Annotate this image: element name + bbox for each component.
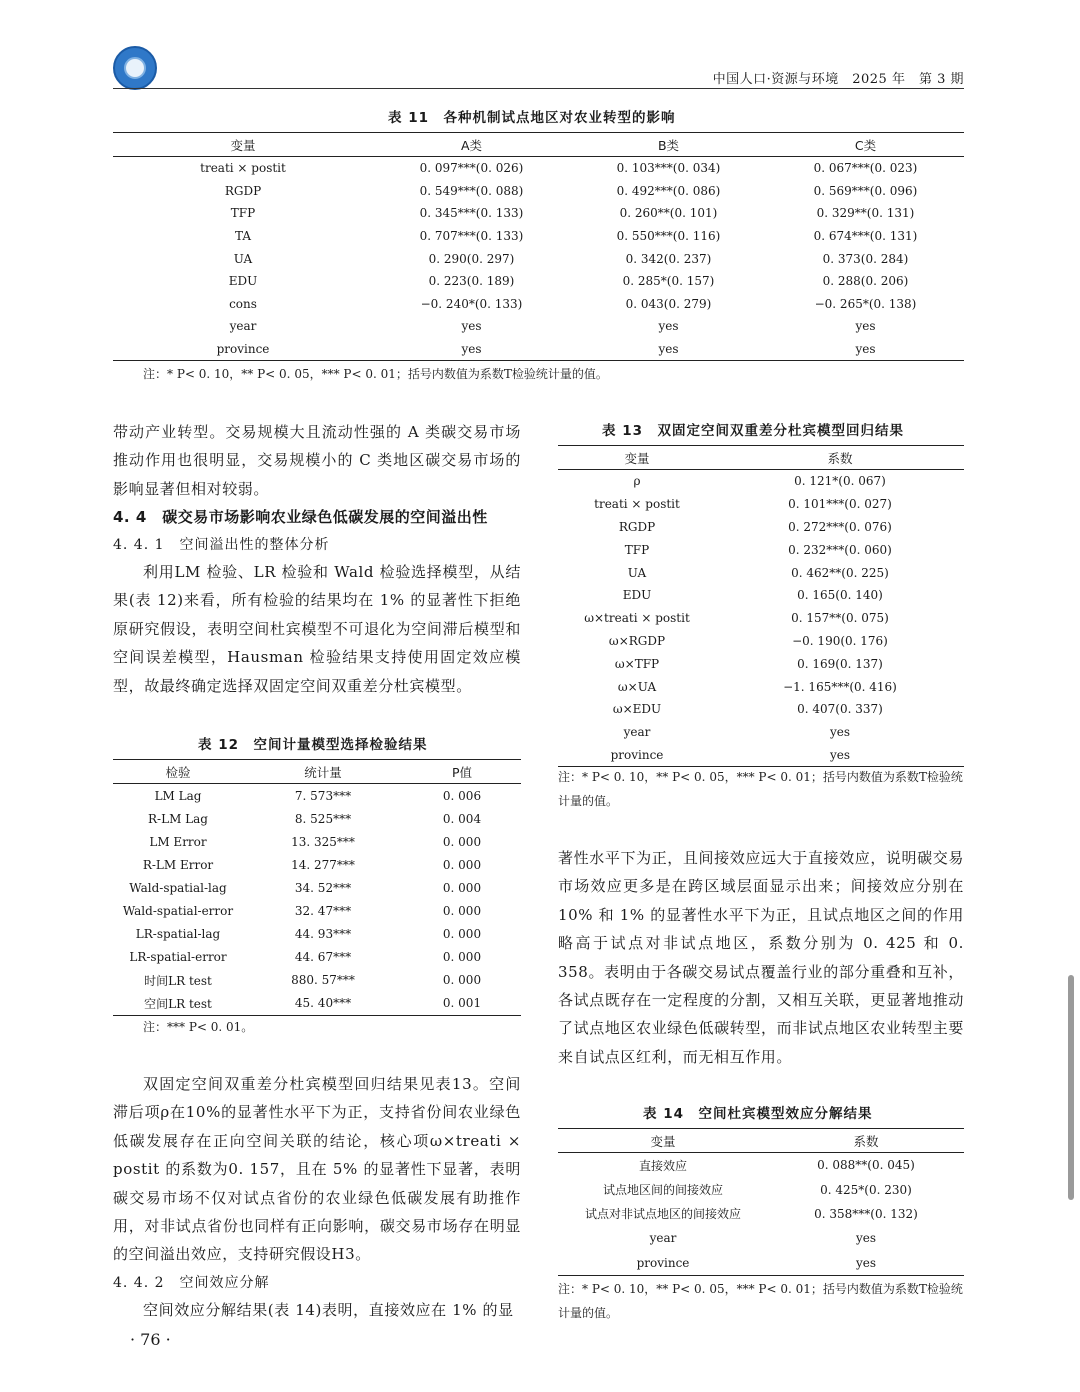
table-cell: 0. 232***(0. 060) (788, 542, 892, 557)
table-cell: RGDP (224, 183, 262, 198)
table-cell: 0. 000 (442, 857, 482, 872)
table-cell: 0. 272***(0. 076) (788, 519, 892, 534)
table-cell: 0. 425*(0. 230) (820, 1182, 912, 1197)
table-cell: 0. 006 (442, 788, 482, 803)
table-cell: LM Lag (154, 788, 202, 803)
table-cell: UA (627, 565, 647, 580)
table-row (113, 830, 521, 853)
table-row (558, 561, 964, 584)
table-cell: 0. 088**(0. 045) (817, 1158, 915, 1173)
left-para2: 利用LM 检验、LR 检验和 Wald 检验选择模型，从结果(表 12)来看，所有检验的结果均在 1% 的显著性下拒绝原研究假设，表明空间杜宾模型不可退化为空间滞后模型和空间误差模型，Hausman 检验结果支持使用固定效应模型，故最终确定选择双固定空间双重差分杜宾模型。 (113, 563, 521, 695)
left-para4: 空间效应分解结果(表 14)表明，直接效应在 1% 的显 (143, 1301, 514, 1319)
table-cell: LR-spatial-lag (135, 927, 221, 942)
table-row (113, 899, 521, 922)
table-row (113, 180, 964, 203)
table-cell: −0. 265*(0. 138) (814, 296, 917, 311)
table-cell: LM Error (149, 834, 207, 849)
table-cell: TFP (624, 542, 650, 557)
table-row (558, 493, 964, 516)
table-cell: EDU (622, 588, 652, 603)
table12 (113, 759, 521, 1016)
table-row (113, 157, 964, 180)
table-cell: 880. 57*** (291, 973, 355, 988)
table-cell: 直接效应 (638, 1158, 687, 1173)
table-row (113, 247, 964, 270)
table-cell: province (558, 1251, 768, 1276)
table-row (558, 470, 964, 493)
table14-note: 注：* P< 0. 10，** P< 0. 05，*** P< 0. 01；括号内数值为系数T检验统计量的值。 (558, 1282, 963, 1320)
journal-logo (113, 46, 157, 90)
table11-header-3: C类 (767, 133, 964, 157)
table-cell: 试点地区间的间接效应 (602, 1183, 723, 1198)
table-cell: province (113, 338, 373, 361)
table-cell: 0. 097***(0. 026) (419, 161, 524, 176)
table-cell: yes (855, 319, 876, 334)
table-cell: 试点对非试点地区的间接效应 (584, 1207, 741, 1222)
table14-header-0: 变量 (558, 1129, 768, 1153)
scrollbar[interactable] (1068, 975, 1074, 1200)
table13-caption: 表 13 双固定空间双重差分杜宾模型回归结果 (602, 423, 904, 439)
table-row (558, 1251, 964, 1276)
table-cell: 0. 004 (442, 811, 482, 826)
table-cell: 0. 373(0. 284) (822, 251, 909, 266)
table-row (558, 721, 964, 744)
table13-header-1: 系数 (716, 446, 964, 470)
table-cell: Wald-spatial-lag (129, 880, 227, 895)
table-cell: RGDP (618, 519, 656, 534)
table-cell: ρ (633, 474, 641, 489)
table-cell: 45. 40*** (243, 992, 403, 1016)
table-cell: 0. 569***(0. 096) (813, 183, 918, 198)
table-cell: 0. 345***(0. 133) (419, 206, 524, 221)
table-cell: 0. 001 (403, 992, 521, 1016)
subsection-4-4-1-heading: 4. 4. 1 空间溢出性的整体分析 (113, 537, 330, 553)
table-cell: ω×treati × postit (584, 611, 690, 626)
table-cell: TFP (230, 206, 256, 221)
table-cell: treati × postit (200, 161, 286, 176)
table-cell: treati × postit (594, 497, 680, 512)
table-row (558, 1226, 964, 1250)
table-cell: 0. 329**(0. 131) (816, 206, 915, 221)
table-row (558, 652, 964, 675)
table-cell: yes (716, 744, 964, 767)
table-cell: yes (373, 338, 570, 361)
table-cell: 0. 121*(0. 067) (794, 474, 886, 489)
table-cell: cons (229, 296, 257, 311)
table-row (113, 225, 964, 248)
table12-header-0: 检验 (113, 760, 243, 784)
table-cell: 13. 325*** (291, 834, 355, 849)
table11-header-2: B类 (570, 133, 767, 157)
left-para3: 双固定空间双重差分杜宾模型回归结果见表13。空间滞后项ρ在10%的显著性水平下为正，支持省份间农业绿色低碳发展存在正向空间关联的结论，核心项ω×treati × postit 的系数为0. 157，且在 5% 的显著性下显著，表明碳交易市场不仅对试点省份的农业绿色低碳发展有助推作用，对非试点省份也同样有正向影响，碳交易市场存在明显的空间溢出效应，支持研究假设H3。 (113, 1075, 521, 1264)
table11-caption: 表 11 各种机制试点地区对农业转型的影响 (388, 110, 676, 126)
table-cell: yes (570, 338, 767, 361)
table12-caption: 表 12 空间计量模型选择检验结果 (198, 737, 428, 753)
table-row (558, 607, 964, 630)
table-cell: 0. 101***(0. 027) (788, 497, 892, 512)
table-cell: 0. 000 (442, 834, 482, 849)
table11 (113, 132, 964, 361)
table-cell: 0. 288(0. 206) (822, 274, 909, 289)
table-row (113, 923, 521, 946)
journal-header: 中国人口·资源与环境 2025 年 第 3 期 (712, 72, 964, 87)
table-cell: yes (461, 319, 482, 334)
table-row (558, 744, 964, 767)
table-cell: 7. 573*** (294, 788, 352, 803)
table-cell: 0. 342(0. 237) (625, 251, 712, 266)
table-row (113, 784, 521, 808)
table-cell: 0. 165(0. 140) (797, 588, 883, 603)
table-row (558, 1153, 964, 1178)
table-cell: 0. 000 (442, 904, 482, 919)
page-number: · 76 · (130, 1330, 171, 1349)
table-row (113, 338, 964, 361)
table-cell: 0. 169(0. 137) (797, 656, 883, 671)
table-cell: UA (233, 251, 253, 266)
table-cell: ω×RGDP (608, 633, 666, 648)
table12-header-1: 统计量 (243, 760, 403, 784)
table-cell: 0. 000 (442, 927, 482, 942)
table-cell: 0. 492***(0. 086) (616, 183, 721, 198)
table-cell: 0. 067***(0. 023) (813, 161, 918, 176)
table13-header-0: 变量 (558, 446, 716, 470)
table-cell: −0. 240*(0. 133) (420, 296, 523, 311)
table-row (113, 315, 964, 338)
table-cell: 0. 043(0. 279) (625, 296, 712, 311)
table-cell: 时间LR test (144, 973, 212, 988)
table-cell: yes (829, 725, 851, 740)
table-cell: 44. 67*** (294, 950, 352, 965)
table-cell: year (229, 319, 257, 334)
table-row (558, 630, 964, 653)
table-cell: 0. 157**(0. 075) (791, 611, 889, 626)
table11-header-1: A类 (373, 133, 570, 157)
table-cell: 0. 000 (442, 950, 482, 965)
table-cell: 0. 000 (442, 880, 482, 895)
table12-note: 注：*** P< 0. 01。 (143, 1020, 254, 1034)
table-row (558, 1177, 964, 1201)
table11-header-0: 变量 (113, 133, 373, 157)
table-cell: 34. 52*** (294, 880, 352, 895)
table-row (113, 270, 964, 293)
table-cell: 0. 462**(0. 225) (791, 565, 889, 580)
table-row (558, 538, 964, 561)
table-cell: 0. 358***(0. 132) (814, 1206, 918, 1221)
table14 (558, 1128, 964, 1276)
table-row (113, 853, 521, 876)
table-row (113, 969, 521, 992)
section-4-4-heading: 4. 4 碳交易市场影响农业绿色低碳发展的空间溢出性 (113, 508, 488, 526)
table-cell: 0. 260**(0. 101) (619, 206, 718, 221)
table-cell: 0. 707***(0. 133) (419, 229, 524, 244)
table-row (113, 946, 521, 969)
table-cell: 0. 000 (442, 973, 482, 988)
table-cell: ω×TFP (614, 656, 660, 671)
table-cell: 8. 525*** (294, 811, 352, 826)
table-row (558, 584, 964, 607)
table-cell: TA (234, 229, 251, 244)
table-row (113, 202, 964, 225)
table-cell: ω×UA (617, 679, 657, 694)
table-cell: 0. 290(0. 297) (428, 251, 515, 266)
table-cell: province (558, 744, 716, 767)
table-cell: ω×EDU (612, 702, 662, 717)
table13-note: 注：* P< 0. 10，** P< 0. 05，*** P< 0. 01；括号内数值为系数T检验统计量的值。 (558, 770, 963, 808)
table-cell: year (623, 725, 651, 740)
table-row (113, 876, 521, 899)
table-row (113, 992, 521, 1016)
table-cell: R-LM Error (142, 857, 214, 872)
left-para1: 带动产业转型。交易规模大且流动性强的 A 类碳交易市场推动作用也很明显，交易规模小的 C 类地区碳交易市场的影响显著但相对较弱。 (113, 423, 521, 498)
table-cell: Wald-spatial-error (122, 904, 234, 919)
table-cell: 0. 550***(0. 116) (616, 229, 721, 244)
table-row (558, 516, 964, 539)
table-row (113, 807, 521, 830)
table-cell: R-LM Lag (148, 811, 208, 826)
table11-note: 注：* P< 0. 10，** P< 0. 05，*** P< 0. 01；括号内数值为系数T检验统计量的值。 (143, 367, 608, 381)
table-cell: −1. 165***(0. 416) (783, 679, 897, 694)
table-cell: 0. 103***(0. 034) (616, 161, 721, 176)
table12-header-2: P值 (403, 760, 521, 784)
table-cell: 0. 549***(0. 088) (419, 183, 524, 198)
table-row (558, 675, 964, 698)
table-row (558, 698, 964, 721)
table-cell: EDU (228, 274, 258, 289)
table-cell: 空间LR test (113, 992, 243, 1016)
table-cell: 32. 47*** (294, 904, 352, 919)
table-row (113, 293, 964, 316)
subsection-4-4-2-heading: 4. 4. 2 空间效应分解 (113, 1275, 270, 1291)
table-cell: 0. 407(0. 337) (797, 702, 883, 717)
table-cell: −0. 190(0. 176) (792, 633, 888, 648)
table-cell: 0. 674***(0. 131) (813, 229, 918, 244)
table-cell: 0. 223(0. 189) (428, 274, 515, 289)
table-cell: yes (768, 1251, 964, 1276)
table-cell: LR-spatial-error (129, 950, 227, 965)
table-cell: 14. 277*** (291, 857, 355, 872)
table14-header-1: 系数 (768, 1129, 964, 1153)
table14-caption: 表 14 空间杜宾模型效应分解结果 (643, 1106, 873, 1122)
table-cell: year (649, 1231, 677, 1246)
table-row (558, 1202, 964, 1226)
table13 (558, 445, 964, 767)
table-cell: 44. 93*** (294, 927, 352, 942)
table-cell: yes (767, 338, 964, 361)
table-cell: yes (658, 319, 679, 334)
table-cell: yes (855, 1231, 877, 1246)
right-para1: 著性水平下为正，且间接效应远大于直接效应，说明碳交易市场效应更多是在跨区域层面显示出来；间接效应分别在 10% 和 1% 的显著性水平下为正，且试点地区之间的作用略高于试点对非试点地区，系数分别为 0. 425 和 0. 358。表明由于各碳交易试点覆盖行业的部分重叠和互补，各试点既存在一定程度的分割，又相互关联，更显著地推动了试点地区农业绿色低碳转型，而非试点地区农业转型主要来自试点区红利，而无相互作用。 (558, 849, 964, 1066)
header-rule (113, 88, 964, 89)
table-cell: 0. 285*(0. 157) (622, 274, 715, 289)
